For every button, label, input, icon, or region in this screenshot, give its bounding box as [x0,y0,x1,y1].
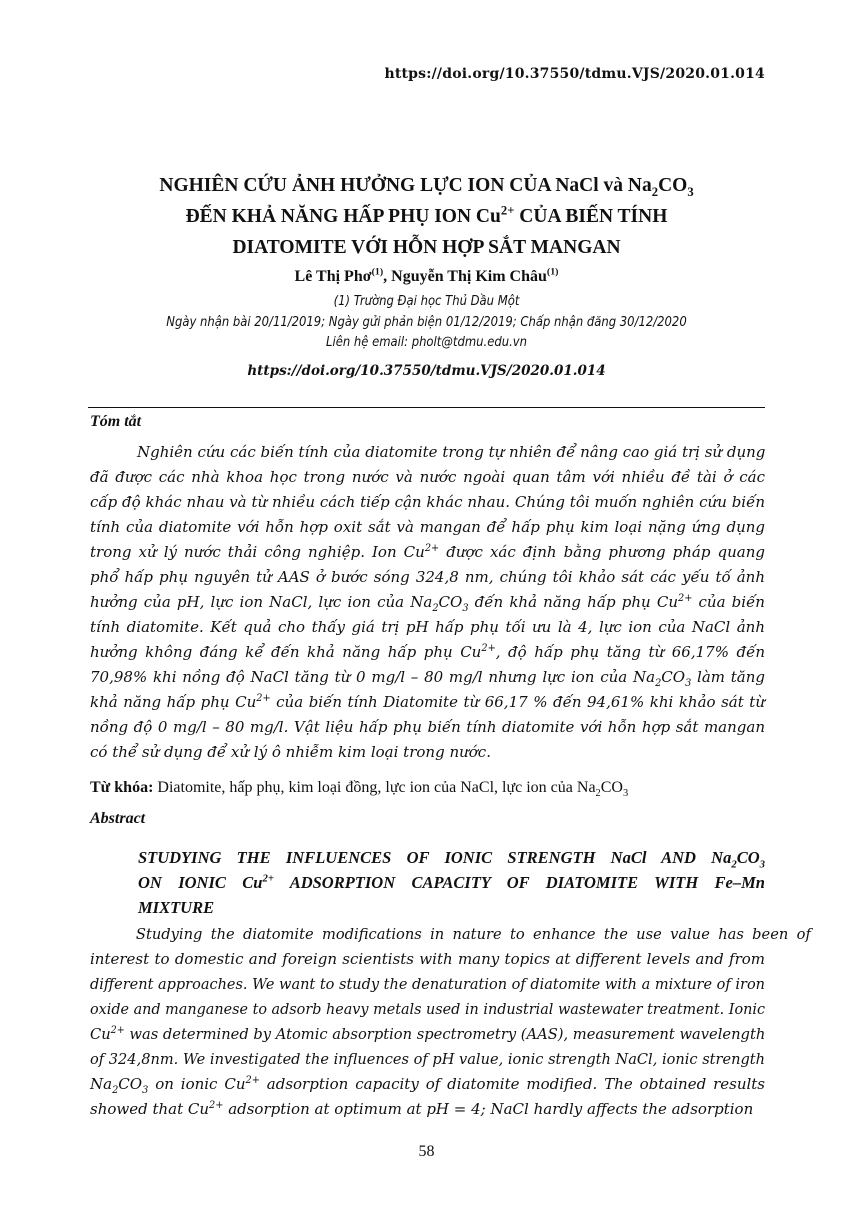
title-line-1: NGHIÊN CỨU ẢNH HƯỞNG LỰC ION CỦA NaCl và $Na_2CO_3$ [159,175,694,199]
paper-title-en [138,845,765,920]
affiliation-marker: (1) [371,266,384,278]
summary-line: tính của diatomite với hỗn hợp oxit sắt và mangan để hấp phụ kim loại nặng ứng dụng [90,518,765,536]
keywords-label: Từ khóa: [90,779,154,796]
section-divider [88,407,765,408]
title-line-3: DIATOMITE VỚI HỖN HỢP SẮT MANGAN [232,237,621,258]
summary-line: 70,98% khi nồng độ NaCl tăng từ 0 mg/l – 80 mg/l nhưng lực ion của $Na_2CO_3$ làm tăng [90,668,765,689]
title-line: STUDYING THE INFLUENCES OF IONIC STRENGTH NaCl AND $Na_2CO_3$ [138,848,765,871]
abstract-line: oxide and manganese to adsorb heavy metals used in industrial wastewater treatment. Ionic [90,1000,765,1018]
title-line: ON IONIC $Cu^{2+}$ ADSORPTION CAPACITY OF DIATOMITE WITH Fe–Mn [138,872,765,892]
title-line-2: ĐẾN KHẢ NĂNG HẤP PHỤ ION $Cu^{2+}$ CỦA BIẾN TÍNH [185,203,668,227]
doi-link-header[interactable]: https://doi.org/10.37550/tdmu.VJS/2020.01.014 [384,66,765,82]
author-name: Nguyễn Thị Kim Châu [391,268,547,285]
author-name: Lê Thị Phơ [294,268,372,285]
affiliation-institution: (1) Trường Đại học Thủ Dầu Một [333,293,520,309]
abstract-heading: Abstract [90,810,146,827]
summary-line: phổ hấp phụ nguyên tử AAS ở bước sóng 324,8 nm, chúng tôi khảo sát các yếu tố ảnh [90,568,765,586]
summary-line: hưởng của pH, lực ion NaCl, lực ion của $Na_2CO_3$ đến khả năng hấp phụ $Cu^{2+}$ của biến [90,593,765,614]
keywords: Từ khóa: Diatomite, hấp phụ, kim loại đồng, lực ion của NaCl, lực ion của $Na_2CO_3$ [90,779,629,800]
summary-line: có thể sử dụng để xử lý ô nhiễm kim loại trong nước. [90,743,491,761]
abstract-paragraph [90,922,811,1122]
summary-line: khả năng hấp phụ $Cu^{2+}$ của biến tính Diatomite từ 66,17 % đến 94,61% khi khảo sát từ [90,693,765,711]
submission-dates: Ngày nhận bài 20/11/2019; Ngày gửi phản biện 01/12/2019; Chấp nhận đăng 30/12/2020 [166,314,687,330]
abstract-line: different approaches. We want to study the denaturation of diatomite with a mixture of iron [90,975,765,993]
summary-line: trong xử lý nước thải công nghiệp. Ion $Cu^{2+}$ được xác định bằng phương pháp quang [90,543,765,561]
summary-line: Nghiên cứu các biến tính của diatomite trong tự nhiên để nâng cao giá trị sử dụng [137,443,766,461]
paper-title-vi [0,170,853,263]
summary-paragraph [90,440,765,765]
abstract-line: $Na_2CO_3$ on ionic $Cu^{2+}$ adsorption capacity of diatomite modified. The obtained results [90,1075,765,1096]
page-number: 58 [418,1143,435,1160]
title-line: MIXTURE [138,898,215,917]
summary-heading: Tóm tắt [90,413,142,430]
summary-line: đã được các nhà khoa học trong nước và nước ngoài quan tâm với nhiều đề tài ở các [90,468,765,486]
keywords-text: Diatomite, hấp phụ, kim loại đồng, lực ion của NaCl, lực ion của Na [153,779,596,796]
abstract-line: showed that $Cu^{2+}$ adsorption at optimum at pH = 4; NaCl hardly affects the adsorption [90,1100,754,1118]
author-list: Lê Thị Phơ$^{(1)}$, Nguyễn Thị Kim Châu$^{(1)}$ [294,266,559,285]
summary-line: tính diatomite. Kết quả cho thấy giá trị pH hấp phụ tối ưu là 4, lực ion của NaCl ảnh [90,618,765,636]
summary-line: hưởng không đáng kể đến khả năng hấp phụ $Cu^{2+}$, độ hấp phụ tăng từ 66,17% đến [90,643,766,661]
doi-link[interactable]: https://doi.org/10.37550/tdmu.VJS/2020.01.014 [247,363,606,379]
abstract-line: Studying the diatomite modifications in nature to enhance the use value has been of [135,925,811,943]
abstract-line: of 324,8nm. We investigated the influences of pH value, ionic strength NaCl, ionic strength [90,1050,765,1068]
abstract-line: $Cu^{2+}$ was determined by Atomic absorption spectrometry (AAS), measurement wavelength [90,1025,766,1043]
contact-email: Liên hệ email: pholt@tdmu.edu.vn [326,334,527,350]
summary-line: nồng độ 0 mg/l – 80 mg/l. Vật liệu hấp phụ biến tính diatomite với hỗn hợp sắt mangan [90,718,765,736]
affiliation-marker: (1) [546,266,559,278]
abstract-line: interest to domestic and foreign scientists with many topics at different levels and from [90,950,765,968]
summary-line: cấp độ khác nhau và từ nhiều cách tiếp cận khác nhau. Chúng tôi muốn nghiên cứu biến [90,493,765,511]
